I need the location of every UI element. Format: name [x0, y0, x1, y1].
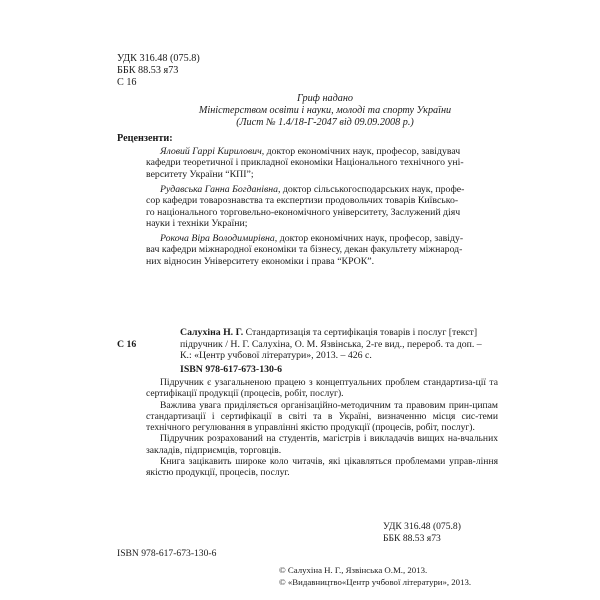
biblio-title: Стандартизація та сертифікація товарів і послуг [текст]: [245, 327, 478, 338]
annotation-paragraph-4: Книга зацікавить широке коло читачів, які цікавляться проблемами управ-ління якістю продукції, процесів, послуг.: [146, 456, 498, 479]
reviewer-2-line-1: доктор сільськогосподарських наук, профе-: [282, 184, 465, 195]
reviewer-3: [146, 233, 498, 267]
biblio-isbn: ISBN 978-617-673-130-6: [180, 364, 283, 375]
grif-line-1: Міністерством освіти і науки, молоді та спорту України: [198, 105, 452, 116]
reviewer-2-line-2: сор кафедри товарознавства та експертизи продовольчих товарів Київсько-: [146, 195, 459, 207]
biblio-line-3: К.: «Центр учбової літератури», 2013. – 426 с.: [180, 350, 372, 362]
reviewer-1-line-1: доктор економічних наук, професор, завідувач: [266, 146, 461, 157]
catalog-code: С 16: [117, 77, 137, 88]
reviewer-1-line-2: кафедри теоретичної і прикладної економіки Національного технічного уні-: [146, 157, 464, 169]
footer-udc: УДК 316.48 (075.8): [383, 521, 461, 532]
footer-copyright-1: © Салухіна Н. Г., Язвінська О.М., 2013.: [279, 565, 428, 575]
annotation-paragraph-3: Підручник розрахований на студентів, магістрів і викладачів вищих на-вчальних закладів, підприємців, торговців.: [146, 433, 498, 456]
footer-copyright-2: © «Видавництво«Центр учбової літератури», 2013.: [279, 577, 472, 587]
reviewer-3-name: Рокоча Віра Володимирівна,: [160, 233, 278, 244]
footer-bbk: ББК 88.53 я73: [383, 533, 441, 544]
reviewer-1-name: Яловий Гаррі Кирилович,: [160, 146, 265, 157]
biblio-code: С 16: [117, 339, 137, 350]
reviewer-2-name: Рудавська Ганна Богданівна,: [160, 184, 281, 195]
footer-isbn: ISBN 978-617-673-130-6: [117, 548, 217, 559]
reviewer-2-line-3: го національного торговельно-економічного університету, Заслужений діяч: [146, 206, 461, 218]
biblio-author: Салухіна Н. Г.: [180, 327, 244, 338]
grif-title: Гриф надано: [296, 93, 354, 104]
reviewer-3-line-1: доктор економічних наук, професор, завіду-: [279, 233, 464, 244]
reviewer-1: [146, 146, 498, 180]
reviewer-2-line-4: науки і техніки України;: [146, 218, 248, 230]
bibliographic-entry: [180, 327, 498, 362]
biblio-line-2: підручник / Н. Г. Салухіна, О. М. Язвінська, 2-ге вид., перероб. та доп. –: [180, 338, 482, 350]
annotation-paragraph-2: Важлива увага приділяється організаційно-методичним та правовим прин-ципам стандартизації і сертифікації в світі та в Україні, визначенню місця сис-теми технічного регулювання в управлінні якістю продукції (процесів, робіт, послуг).: [146, 399, 498, 434]
reviewer-3-line-3: них відносин Університету економіки і права “КРОК”.: [146, 255, 375, 267]
reviewer-1-line-3: верситету України “КПІ”;: [146, 168, 254, 180]
reviewer-3-line-2: вач кафедри міжнародної економіки та бізнесу, декан факультету міжнарод-: [146, 244, 463, 256]
reviewers-heading: Рецензенти:: [117, 133, 173, 144]
bbk-code: ББК 88.53 я73: [117, 65, 179, 76]
annotation: [146, 377, 498, 479]
reviewer-2: [146, 184, 498, 230]
annotation-paragraph-1: Підручник є узагальненою працею з концептуальних проблем стандартиза-ції та сертифікації продукції (процесів, робіт, послуг).: [146, 377, 498, 400]
grif-line-2: (Лист № 1.4/18-Г-2047 від 09.09.2008 р.): [236, 117, 414, 128]
udc-code: УДК 316.48 (075.8): [117, 53, 200, 64]
